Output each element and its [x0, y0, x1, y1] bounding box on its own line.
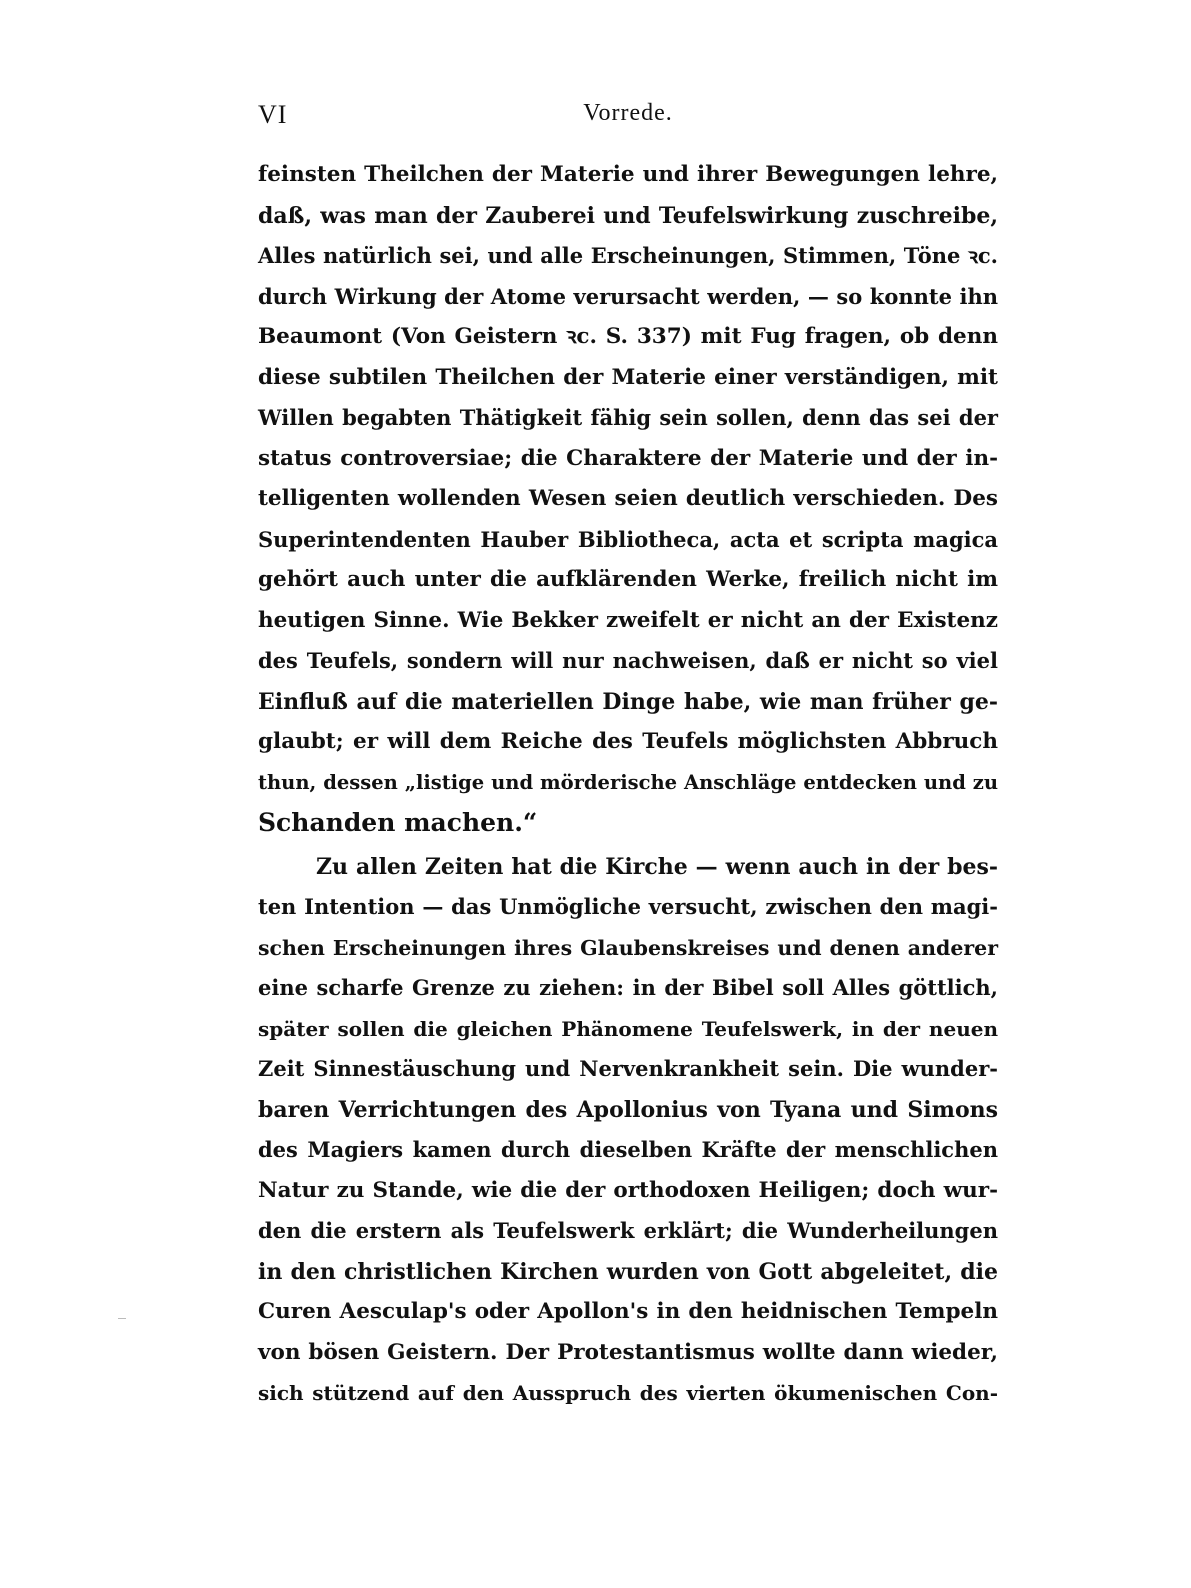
text-line: diese subtilen Theilchen der Materie einer verständigen, mit — [258, 364, 998, 390]
text-line: Alles natürlich sei, und alle Erscheinungen, Stimmen, Töne ꝛc. — [258, 243, 998, 268]
text-line: daß, was man der Zauberei und Teufelswirkung zuschreibe, — [258, 202, 998, 229]
body-text — [258, 155, 998, 1414]
paragraph-2 — [258, 847, 998, 1414]
text-line: Zu allen Zeiten hat die Kirche — wenn auch in der bes- — [316, 853, 998, 880]
text-line: Curen Aesculap's oder Apollon's in den heidnischen Tempeln — [258, 1299, 998, 1324]
text-line: durch Wirkung der Atome verursacht werden, — so konnte ihn — [258, 283, 998, 309]
text-line: Superintendenten Hauber Bibliotheca, acta et scripta magica — [258, 526, 998, 552]
text-line: sich stützend auf den Ausspruch des vierten ökumenischen Con- — [258, 1381, 998, 1405]
running-title: Vorrede. — [583, 100, 673, 126]
text-line: den die erstern als Teufelswerk erklärt; die Wunderheilungen — [258, 1218, 998, 1243]
text-line: Schanden machen.“ — [258, 808, 538, 837]
text-line: von bösen Geistern. Der Protestantismus wollte dann wieder, — [258, 1339, 998, 1365]
text-line: feinsten Theilchen der Materie und ihrer Bewegungen lehre, — [258, 162, 998, 187]
text-line: Einfluß auf die materiellen Dinge habe, wie man früher ge- — [258, 688, 998, 715]
text-line: glaubt; er will dem Reiche des Teufels möglichsten Abbruch — [258, 729, 998, 754]
page-header — [258, 100, 998, 136]
paragraph-1 — [258, 155, 998, 844]
text-line: telligenten wollenden Wesen seien deutlich verschieden. Des — [258, 486, 998, 511]
text-line: heutigen Sinne. Wie Bekker zweifelt er nicht an der Existenz — [258, 607, 998, 633]
text-line: eine scharfe Grenze zu ziehen: in der Bibel soll Alles göttlich, — [258, 975, 998, 1000]
text-line: gehört auch unter die aufklärenden Werke, freilich nicht im — [258, 567, 998, 592]
text-line: des Teufels, sondern will nur nachweisen, daß er nicht so viel — [258, 648, 998, 673]
text-line: in den christlichen Kirchen wurden von Gott abgeleitet, die — [258, 1258, 998, 1285]
text-line: Beaumont (Von Geistern ꝛc. S. 337) mit Fug fragen, ob denn — [258, 324, 998, 349]
text-line: status controversiae; die Charaktere der Materie und der in- — [258, 445, 998, 471]
text-line: Zeit Sinnestäuschung und Nervenkrankheit sein. Die wunder- — [258, 1056, 998, 1081]
text-line: später sollen die gleichen Phänomene Teufelswerk, in der neuen — [258, 1016, 998, 1041]
text-line: thun, dessen „listige und mörderische Anschläge entdecken und zu — [258, 770, 998, 794]
text-line: des Magiers kamen durch dieselben Kräfte der menschlichen — [258, 1137, 998, 1162]
text-line: ten Intention — das Unmögliche versucht, zwischen den magi- — [258, 894, 998, 919]
text-line: Willen begabten Thätigkeit fähig sein sollen, denn das sei der — [258, 405, 998, 430]
text-line: baren Verrichtungen des Apollonius von Tyana und Simons — [258, 1096, 998, 1123]
page-number: VI — [258, 100, 288, 129]
text-line: Natur zu Stande, wie die der orthodoxen Heiligen; doch wur- — [258, 1177, 998, 1203]
text-line: schen Erscheinungen ihres Glaubenskreises und denen anderer — [258, 935, 998, 960]
margin-mark — [118, 1318, 126, 1319]
